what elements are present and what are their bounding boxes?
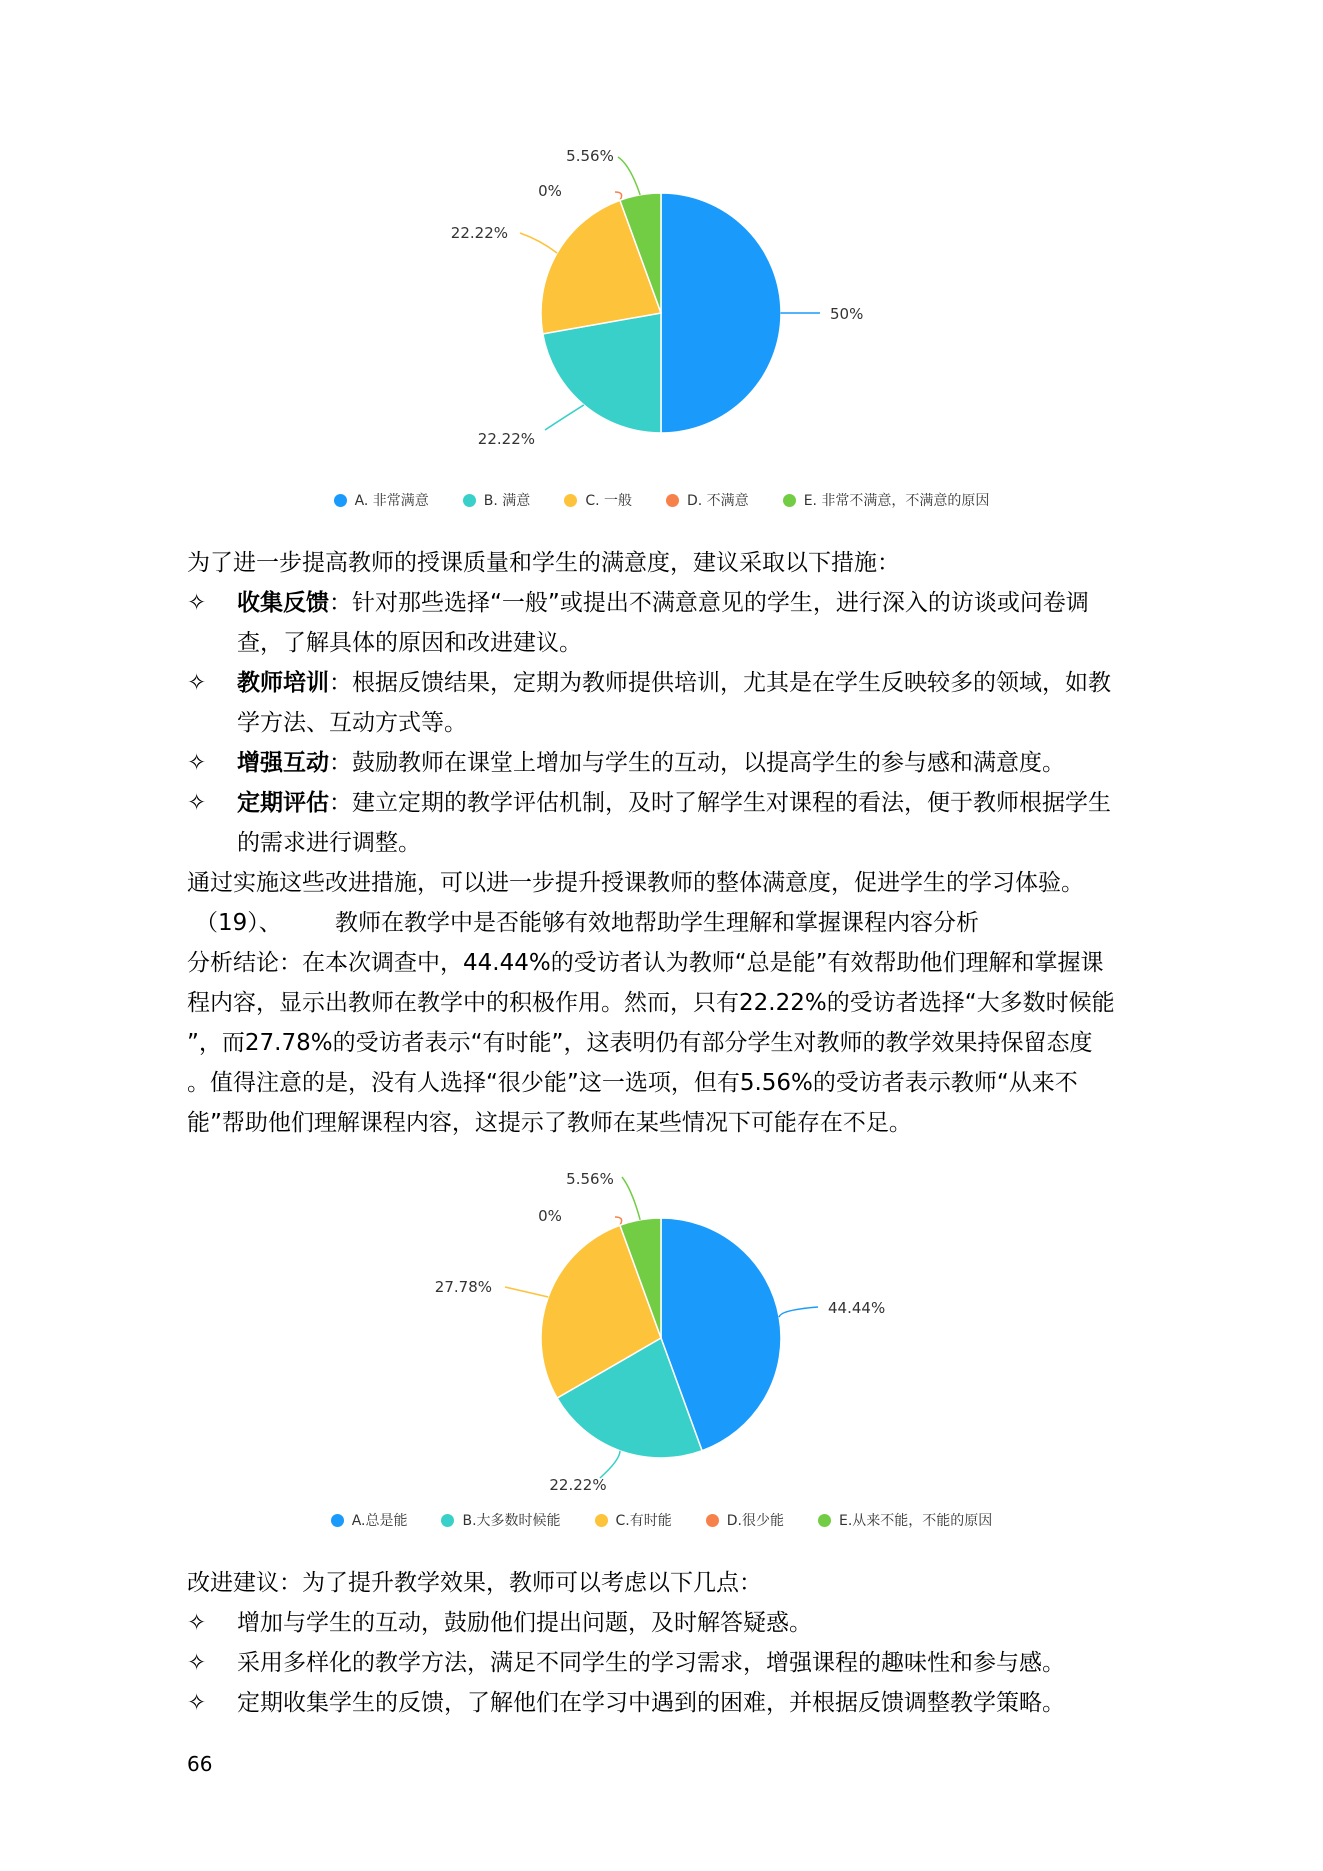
recommendations-block-1: [187, 543, 1147, 1143]
legend-item[interactable]: [666, 490, 749, 510]
recommendation-text-continued: 查，了解具体的原因和改进建议。: [237, 630, 582, 656]
legend-dot-icon: [331, 1514, 344, 1527]
pie-data-label: 22.22%: [477, 430, 535, 448]
satisfaction-pie-legend[interactable]: [0, 490, 1323, 510]
recommendation-text: ：针对那些选择“一般”或提出不满意意见的学生，进行深入的访谈或问卷调: [329, 590, 1089, 616]
recommendation-text-continued: 学方法、互动方式等。: [237, 710, 467, 736]
legend-label: B. 满意: [483, 493, 531, 509]
analysis-line: 能”帮助他们理解课程内容，这提示了教师在某些情况下可能存在不足。: [187, 1110, 912, 1136]
pie-leader-line: [545, 405, 584, 430]
pie-leader-line: [600, 1451, 620, 1478]
legend-label: E. 非常不满意，不满意的原因: [803, 493, 990, 509]
legend-item[interactable]: [441, 1510, 560, 1530]
recommendation-keyword: 定期评估: [237, 790, 329, 816]
pie-leader-line: [622, 1177, 640, 1220]
pie-data-label: 0%: [538, 182, 562, 200]
legend-label: A. 非常满意: [354, 493, 429, 509]
pie-leader-line: [779, 1307, 818, 1317]
legend-dot-icon: [564, 494, 577, 507]
analysis-line: ”，而27.78%的受访者表示“有时能”，这表明仍有部分学生对教师的教学效果持保留态度: [187, 1030, 1093, 1056]
pie-data-label: 5.56%: [566, 147, 614, 165]
legend-label: E.从来不能，不能的原因: [839, 1513, 993, 1529]
section-19-heading: [187, 903, 1147, 943]
legend-dot-icon: [463, 494, 476, 507]
legend-label: C.有时能: [615, 1513, 672, 1529]
legend-item[interactable]: [706, 1510, 784, 1530]
legend-item[interactable]: [564, 490, 632, 510]
legend-label: D. 不满意: [687, 493, 749, 509]
legend-item[interactable]: [783, 490, 990, 510]
pie-data-label: 22.22%: [549, 1476, 607, 1494]
satisfaction-pie-svg: [0, 120, 1323, 500]
legend-dot-icon: [818, 1514, 831, 1527]
bullet-star-icon: ✧: [187, 1610, 207, 1636]
legend-label: A.总是能: [351, 1513, 408, 1529]
pie-data-label: 27.78%: [434, 1278, 492, 1296]
legend-dot-icon: [783, 494, 796, 507]
bullet-star-icon: ✧: [187, 1650, 207, 1676]
pie-data-label: 0%: [538, 1207, 562, 1225]
analysis-line: 程内容，显示出教师在教学中的积极作用。然而，只有22.22%的受访者选择“大多数时候能: [187, 990, 1115, 1016]
improvement-text: 采用多样化的教学方法，满足不同学生的学习需求，增强课程的趣味性和参与感。: [237, 1650, 1065, 1676]
legend-dot-icon: [334, 494, 347, 507]
pie-leader-line: [618, 157, 640, 195]
pie-leader-line: [520, 233, 557, 253]
improvement-text: 增加与学生的互动，鼓励他们提出问题，及时解答疑惑。: [237, 1610, 812, 1636]
legend-label: B.大多数时候能: [462, 1513, 561, 1529]
recommendation-item-training: [187, 663, 1147, 743]
legend-dot-icon: [595, 1514, 608, 1527]
bullet-star-icon: ✧: [187, 790, 207, 816]
recommendation-text: ：根据反馈结果，定期为教师提供培训，尤其是在学生反映较多的领域，如教: [329, 670, 1111, 696]
pie-data-label: 22.22%: [450, 224, 508, 242]
bullet-star-icon: ✧: [187, 590, 207, 616]
legend-label: D.很少能: [726, 1513, 784, 1529]
recommendations-block-2: [187, 1563, 1147, 1723]
legend-item[interactable]: [463, 490, 531, 510]
bullet-star-icon: ✧: [187, 670, 207, 696]
improvement-item: [187, 1643, 1147, 1683]
bullet-star-icon: ✧: [187, 1690, 207, 1716]
improvement-text: 定期收集学生的反馈，了解他们在学习中遇到的困难，并根据反馈调整教学策略。: [237, 1690, 1065, 1716]
recommendation-text-continued: 的需求进行调整。: [237, 830, 421, 856]
understanding-help-pie-svg: [0, 1160, 1323, 1530]
recommendation-keyword: 教师培训: [237, 670, 329, 696]
legend-item[interactable]: [818, 1510, 992, 1530]
section-title: 教师在教学中是否能够有效地帮助学生理解和掌握课程内容分析: [335, 910, 979, 936]
improvement-intro: 改进建议：为了提升教学效果，教师可以考虑以下几点：: [187, 1570, 762, 1596]
recommendation-keyword: 增强互动: [237, 750, 329, 776]
recommendation-item-feedback: [187, 583, 1147, 663]
understanding-help-pie-chart: [0, 1160, 1323, 1550]
pie-leader-line: [615, 1217, 622, 1225]
legend-item[interactable]: [334, 490, 429, 510]
recommendations-conclusion: 通过实施这些改进措施，可以进一步提升授课教师的整体满意度，促进学生的学习体验。: [187, 870, 1084, 896]
improvement-item: [187, 1603, 1147, 1643]
pie-data-label: 44.44%: [828, 1299, 886, 1317]
recommendation-keyword: 收集反馈: [237, 590, 329, 616]
page-number: 66: [187, 1752, 213, 1776]
bullet-star-icon: ✧: [187, 750, 207, 776]
recommendation-item-evaluation: [187, 783, 1147, 863]
pie-data-label: 5.56%: [566, 1170, 614, 1188]
legend-label: C. 一般: [585, 493, 632, 509]
recommendations-intro: 为了进一步提高教师的授课质量和学生的满意度，建议采取以下措施：: [187, 550, 900, 576]
legend-dot-icon: [666, 494, 679, 507]
pie-data-label: 50%: [830, 305, 864, 323]
understanding-help-pie-legend[interactable]: [0, 1510, 1323, 1530]
analysis-line: 。值得注意的是，没有人选择“很少能”这一选项，但有5.56%的受访者表示教师“从来不: [187, 1070, 1078, 1096]
section-number: （19）、: [195, 910, 282, 936]
pie-leader-line: [615, 192, 622, 200]
recommendation-text: ：鼓励教师在课堂上增加与学生的互动，以提高学生的参与感和满意度。: [329, 750, 1065, 776]
improvement-item: [187, 1683, 1147, 1723]
analysis-line: 分析结论：在本次调查中，44.44%的受访者认为教师“总是能”有效帮助他们理解和掌握课: [187, 950, 1104, 976]
satisfaction-pie-chart: [0, 120, 1323, 520]
recommendation-item-interaction: [187, 743, 1147, 783]
legend-dot-icon: [441, 1514, 454, 1527]
legend-item[interactable]: [331, 1510, 408, 1530]
recommendation-text: ：建立定期的教学评估机制，及时了解学生对课程的看法，便于教师根据学生: [329, 790, 1111, 816]
legend-dot-icon: [706, 1514, 719, 1527]
legend-item[interactable]: [595, 1510, 672, 1530]
pie-slice[interactable]: [661, 193, 781, 433]
pie-leader-line: [505, 1287, 548, 1297]
